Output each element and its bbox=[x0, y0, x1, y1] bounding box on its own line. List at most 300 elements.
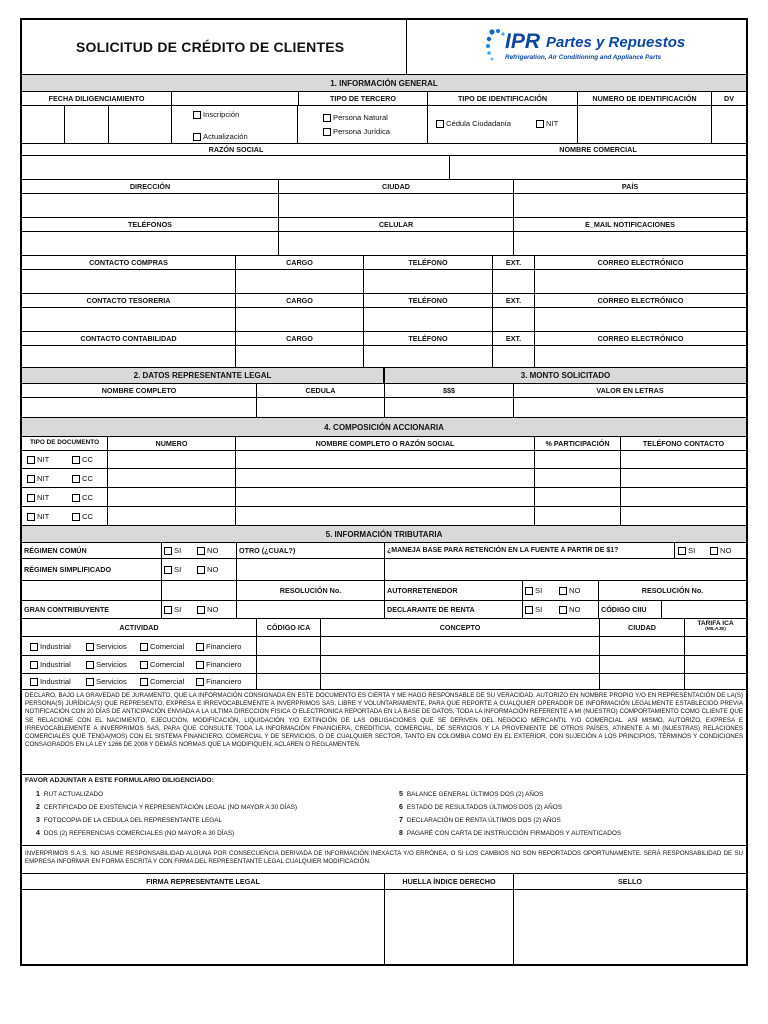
logo-brand: IPR bbox=[505, 30, 541, 53]
cedula-label: Cédula Ciudadanía bbox=[446, 119, 512, 128]
actividad-options bbox=[22, 637, 257, 655]
codigo-ica-field[interactable] bbox=[257, 637, 321, 655]
checkbox-icon bbox=[678, 547, 686, 555]
si-checkbox[interactable] bbox=[164, 605, 181, 614]
nit-checkbox[interactable] bbox=[27, 474, 49, 483]
signatures-header-row bbox=[22, 874, 746, 890]
nit-label: NIT bbox=[37, 455, 50, 464]
dv-field[interactable] bbox=[712, 106, 746, 143]
checkbox-icon bbox=[197, 547, 205, 555]
representante-values-row bbox=[22, 398, 746, 418]
contacto-compras-header-row bbox=[22, 256, 746, 270]
nit-checkbox[interactable] bbox=[27, 493, 49, 502]
attachment-item: 4 DOS (2) REFERENCIAS COMERCIALES (NO MAYOR A 30 DÍAS) bbox=[36, 830, 235, 837]
si-label: SI bbox=[174, 565, 182, 574]
codigo-ica-label: CÓDIGO ICA bbox=[257, 619, 321, 636]
contacto-compras-field[interactable] bbox=[22, 270, 236, 293]
declarante-options bbox=[523, 601, 599, 618]
credit-application-form bbox=[20, 18, 748, 966]
signatures-values-row bbox=[22, 890, 746, 964]
declarante-renta-label: DECLARANTE DE RENTA bbox=[385, 601, 523, 618]
firma-label: FIRMA REPRESENTANTE LEGAL bbox=[22, 874, 385, 889]
codigo-ciiu-field[interactable] bbox=[662, 601, 746, 618]
participacion-field[interactable] bbox=[535, 451, 621, 468]
huella-label: HUELLA ÍNDICE DERECHO bbox=[385, 874, 514, 889]
no-label: NO bbox=[720, 546, 732, 555]
no-checkbox[interactable] bbox=[559, 605, 580, 614]
checkbox-icon bbox=[72, 513, 80, 521]
fecha-day-cell[interactable] bbox=[22, 106, 65, 143]
ciudad-label: CIUDAD bbox=[279, 180, 514, 193]
attachment-item: 5 BALANCE GENERAL ÚLTIMOS DOS (2) AÑOS bbox=[399, 791, 544, 798]
cc-checkbox[interactable] bbox=[72, 455, 93, 464]
cargo-label: CARGO bbox=[236, 294, 364, 307]
tipo-identificacion-label: TIPO DE IDENTIFICACIÓN bbox=[428, 92, 578, 105]
checkbox-icon bbox=[72, 456, 80, 464]
telefonos-field[interactable] bbox=[22, 232, 279, 255]
checkbox-icon bbox=[559, 606, 567, 614]
tarifa-ica-field[interactable] bbox=[685, 656, 746, 673]
contacto-tesoreria-field[interactable] bbox=[22, 308, 236, 331]
attachment-item: 6 ESTADO DE RESULTADOS ÚLTIMOS DOS (2) AÑOS bbox=[399, 804, 562, 811]
resolucion-field[interactable] bbox=[237, 601, 385, 618]
si-checkbox[interactable] bbox=[678, 546, 695, 555]
tarifa-ica-header bbox=[685, 619, 746, 636]
cc-checkbox[interactable] bbox=[72, 493, 93, 502]
telefono-contacto-label: TELÉFONO CONTACTO bbox=[642, 438, 725, 448]
correo-label: CORREO ELECTRÓNICO bbox=[597, 333, 684, 343]
contacto-tesoreria-label: CONTACTO TESORERIA bbox=[22, 294, 236, 307]
cargo-field[interactable] bbox=[236, 308, 364, 331]
razon-social-label: RAZÓN SOCIAL bbox=[208, 144, 264, 154]
checkbox-icon bbox=[525, 606, 533, 614]
checkbox-icon bbox=[193, 133, 201, 141]
nombre-field[interactable] bbox=[236, 451, 535, 468]
cc-checkbox[interactable] bbox=[72, 512, 93, 521]
cedula-label: CEDULA bbox=[257, 384, 385, 397]
financiero-label: Financiero bbox=[206, 660, 242, 669]
participacion-field[interactable] bbox=[535, 488, 621, 506]
razon-social-values-row bbox=[22, 156, 746, 180]
no-checkbox[interactable] bbox=[197, 546, 218, 555]
firma-field[interactable] bbox=[22, 890, 385, 964]
industrial-label: Industrial bbox=[40, 677, 71, 686]
regimen-simplificado-options bbox=[162, 559, 237, 581]
checkbox-icon bbox=[86, 643, 94, 651]
telefonos-values-row bbox=[22, 232, 746, 256]
general-info-header-row bbox=[22, 92, 746, 106]
razon-social-field[interactable] bbox=[22, 156, 450, 179]
si-label: SI bbox=[688, 546, 696, 555]
checkbox-icon bbox=[164, 606, 172, 614]
financiero-checkbox[interactable] bbox=[196, 660, 241, 669]
telefono-contacto-field[interactable] bbox=[621, 469, 746, 487]
persona-natural-checkbox[interactable] bbox=[323, 113, 388, 122]
resolucion-label: RESOLUCIÓN No. bbox=[237, 581, 385, 600]
ciudad-ica-label: CIUDAD bbox=[600, 619, 685, 636]
form-header bbox=[22, 20, 746, 75]
accionista-row bbox=[22, 488, 746, 507]
servicios-label: Servicios bbox=[96, 677, 127, 686]
correo-field[interactable] bbox=[535, 346, 746, 367]
comercial-label: Comercial bbox=[150, 642, 185, 651]
gran-contribuyente-label: GRAN CONTRIBUYENTE bbox=[22, 601, 162, 618]
no-checkbox[interactable] bbox=[710, 546, 731, 555]
razon-social-header-row bbox=[22, 144, 746, 156]
numero-label: NUMERO bbox=[108, 437, 236, 450]
tipo-documento-cell bbox=[22, 451, 108, 468]
actividad-row bbox=[22, 674, 746, 690]
persona-juridica-checkbox[interactable] bbox=[323, 127, 390, 136]
nit-label: NIT bbox=[37, 474, 50, 483]
codigo-ica-field[interactable] bbox=[257, 656, 321, 673]
industrial-checkbox[interactable] bbox=[30, 642, 71, 651]
checkbox-icon bbox=[27, 494, 35, 502]
codigo-ciiu-label: CÓDIGO CIIU bbox=[599, 601, 662, 618]
checkbox-icon bbox=[559, 587, 567, 595]
nit-label: NIT bbox=[37, 493, 50, 502]
concepto-field[interactable] bbox=[321, 674, 600, 689]
nombre-field[interactable] bbox=[236, 507, 535, 525]
email-label: E_MAIL NOTIFICACIONES bbox=[585, 219, 675, 229]
servicios-label: Servicios bbox=[96, 660, 127, 669]
ext-field[interactable] bbox=[493, 346, 535, 367]
si-checkbox[interactable] bbox=[164, 565, 181, 574]
checkbox-icon bbox=[164, 547, 172, 555]
accionista-row bbox=[22, 469, 746, 488]
industrial-checkbox[interactable] bbox=[30, 677, 71, 686]
cargo-field[interactable] bbox=[236, 270, 364, 293]
gran-contribuyente-row bbox=[22, 601, 746, 619]
checkbox-icon bbox=[197, 606, 205, 614]
autorretenedor-label: AUTORRETENEDOR bbox=[385, 581, 523, 600]
tipo-documento-label: TIPO DE DOCUMENTO bbox=[22, 437, 108, 450]
telefono-field[interactable] bbox=[364, 346, 493, 367]
numero-field[interactable] bbox=[108, 507, 236, 525]
nombre-comercial-field[interactable] bbox=[450, 156, 746, 179]
correo-label: CORREO ELECTRÓNICO bbox=[597, 295, 684, 305]
participacion-label: % PARTICIPACIÓN bbox=[535, 437, 621, 450]
correo-label: CORREO ELECTRÓNICO bbox=[597, 257, 684, 267]
accionista-row bbox=[22, 451, 746, 469]
dv-label: DV bbox=[724, 93, 734, 103]
telefono-field[interactable] bbox=[364, 270, 493, 293]
accionista-row bbox=[22, 507, 746, 526]
nombre-field[interactable] bbox=[236, 469, 535, 487]
si-checkbox[interactable] bbox=[525, 586, 542, 595]
milaje-label: (MILAJE) bbox=[705, 627, 726, 632]
checkbox-icon bbox=[30, 661, 38, 669]
monto-label: $$$ bbox=[385, 384, 514, 397]
actividad-label: ACTIVIDAD bbox=[22, 619, 257, 636]
registration-type-header bbox=[172, 92, 298, 105]
checkbox-icon bbox=[436, 120, 444, 128]
contacto-tesoreria-header-row bbox=[22, 294, 746, 308]
comercial-checkbox[interactable] bbox=[140, 677, 184, 686]
otro-cual-label: OTRO (¿CUAL?) bbox=[237, 543, 385, 558]
numero-identificacion-field[interactable] bbox=[578, 106, 712, 143]
inscripcion-checkbox[interactable] bbox=[193, 110, 239, 119]
checkbox-icon bbox=[86, 678, 94, 686]
ciudad-field[interactable] bbox=[279, 194, 514, 217]
cargo-field[interactable] bbox=[236, 346, 364, 367]
ciudad-ica-field[interactable] bbox=[600, 637, 685, 655]
telefono-contacto-field[interactable] bbox=[621, 488, 746, 506]
tipo-documento-cell bbox=[22, 469, 108, 487]
disclaimer-text: INVERPRIMOS S.A.S. NO ASUME RESPONSABILIDAD ALGUNA POR CONSECUENCIA DERIVADA DE INFORMACIÓN INEXACTA Y/O ERRÓNEA, O SI LOS CAMBIOS NO SON REPORTADOS OPORTUNAMENTE. SERÁ RESPONSABILIDAD DE SU EMPRESA INFORMAR EN FORMA ESCRITA Y CON FIRMA DEL REPRESENTANTE LEGAL CUALQUIER MODIFICACIÓN. bbox=[22, 846, 746, 874]
cedula-field[interactable] bbox=[257, 398, 385, 417]
checkbox-icon bbox=[140, 643, 148, 651]
gran-contribuyente-spacer bbox=[22, 581, 162, 600]
persona-natural-label: Persona Natural bbox=[333, 113, 388, 122]
attachments-block bbox=[22, 775, 746, 846]
cc-label: CC bbox=[82, 455, 93, 464]
nombre-completo-label: NOMBRE COMPLETO bbox=[22, 384, 257, 397]
numero-field[interactable] bbox=[108, 469, 236, 487]
checkbox-icon bbox=[193, 111, 201, 119]
gran-contribuyente-options bbox=[162, 601, 237, 618]
no-checkbox[interactable] bbox=[559, 586, 580, 595]
numero-identificacion-label: NUMERO DE IDENTIFICACIÓN bbox=[578, 92, 712, 105]
persona-juridica-label: Persona Jurídica bbox=[333, 127, 390, 136]
tarifa-ica-field[interactable] bbox=[685, 637, 746, 655]
checkbox-icon bbox=[164, 566, 172, 574]
no-label: NO bbox=[569, 586, 581, 595]
checkbox-icon bbox=[196, 661, 204, 669]
no-label: NO bbox=[207, 565, 219, 574]
regimen-simplificado-label: RÉGIMEN SIMPLIFICADO bbox=[22, 559, 162, 581]
ext-label: EXT. bbox=[493, 332, 535, 345]
actividad-header-row bbox=[22, 619, 746, 637]
checkbox-icon bbox=[72, 475, 80, 483]
logo-tagline: Refrigeration, Air Conditioning and Appliance Parts bbox=[505, 54, 662, 61]
section-2-header: 2. DATOS REPRESENTANTE LEGAL bbox=[22, 368, 385, 383]
comercial-label: Comercial bbox=[150, 677, 185, 686]
cedula-checkbox[interactable] bbox=[436, 119, 511, 128]
contacto-compras-values-row bbox=[22, 270, 746, 294]
monto-field[interactable] bbox=[385, 398, 514, 417]
telefono-contacto-field[interactable] bbox=[621, 507, 746, 525]
telefono-field[interactable] bbox=[364, 308, 493, 331]
cc-label: CC bbox=[82, 512, 93, 521]
sello-label: SELLO bbox=[618, 876, 642, 886]
tarifa-ica-field[interactable] bbox=[685, 674, 746, 689]
industrial-label: Industrial bbox=[40, 660, 71, 669]
servicios-label: Servicios bbox=[96, 642, 127, 651]
financiero-checkbox[interactable] bbox=[196, 677, 241, 686]
correo-field[interactable] bbox=[535, 308, 746, 331]
si-checkbox[interactable] bbox=[525, 605, 542, 614]
checkbox-icon bbox=[710, 547, 718, 555]
si-label: SI bbox=[174, 546, 182, 555]
pais-label: PAÍS bbox=[621, 181, 639, 191]
si-checkbox[interactable] bbox=[164, 546, 181, 555]
blank-tax-cell bbox=[385, 559, 746, 581]
ciudad-ica-field[interactable] bbox=[600, 674, 685, 689]
fecha-year-cell[interactable] bbox=[109, 106, 172, 143]
ext-field[interactable] bbox=[493, 270, 535, 293]
valor-letras-label: VALOR EN LETRAS bbox=[596, 385, 664, 395]
tarifa-ica-label: TARIFA ICA bbox=[697, 620, 734, 627]
section-1-header: 1. INFORMACIÓN GENERAL bbox=[22, 75, 746, 92]
concepto-field[interactable] bbox=[321, 637, 600, 655]
autorretenedor-options bbox=[523, 581, 599, 600]
huella-field[interactable] bbox=[385, 890, 514, 964]
actualizacion-checkbox[interactable] bbox=[193, 132, 248, 141]
nombre-completo-field[interactable] bbox=[22, 398, 257, 417]
numero-field[interactable] bbox=[108, 488, 236, 506]
resolucion-right-label: RESOLUCIÓN No. bbox=[641, 585, 704, 595]
email-field[interactable] bbox=[514, 232, 746, 255]
fecha-month-cell[interactable] bbox=[65, 106, 109, 143]
direccion-label: DIRECCIÓN bbox=[22, 180, 279, 193]
section-4-header: 4. COMPOSICIÓN ACCIONARIA bbox=[22, 418, 746, 437]
attachment-item: 8 PAGARÉ CON CARTA DE INSTRUCCIÓN FIRMADOS Y AUTENTICADOS bbox=[399, 830, 622, 837]
general-info-values-row bbox=[22, 106, 746, 144]
autorretenedor-row-top bbox=[22, 581, 746, 601]
checkbox-icon bbox=[140, 678, 148, 686]
celular-label: CELULAR bbox=[279, 218, 514, 231]
checkbox-icon bbox=[196, 643, 204, 651]
checkbox-icon bbox=[27, 456, 35, 464]
actividad-options bbox=[22, 674, 257, 689]
cc-label: CC bbox=[82, 493, 93, 502]
checkbox-icon bbox=[27, 513, 35, 521]
attachment-item: 3 FOTOCOPIA DE LA CEDULA DEL REPRESENTANTE LEGAL bbox=[36, 817, 223, 824]
concepto-field[interactable] bbox=[321, 656, 600, 673]
form-title: SOLICITUD DE CRÉDITO DE CLIENTES bbox=[22, 20, 407, 74]
checkbox-icon bbox=[30, 643, 38, 651]
actividad-options bbox=[22, 656, 257, 673]
telefono-contacto-field[interactable] bbox=[621, 451, 746, 468]
servicios-checkbox[interactable] bbox=[86, 660, 127, 669]
direccion-values-row bbox=[22, 194, 746, 218]
participacion-field[interactable] bbox=[535, 469, 621, 487]
nit-checkbox[interactable] bbox=[27, 455, 49, 464]
checkbox-icon bbox=[536, 120, 544, 128]
registration-type-cell bbox=[172, 106, 298, 143]
nit-checkbox[interactable] bbox=[27, 512, 49, 521]
codigo-ica-field[interactable] bbox=[257, 674, 321, 689]
financiero-checkbox[interactable] bbox=[196, 642, 241, 651]
nombre-razon-social-label: NOMBRE COMPLETO O RAZÓN SOCIAL bbox=[236, 437, 535, 450]
nombre-comercial-label: NOMBRE COMERCIAL bbox=[559, 144, 637, 154]
telefono-label: TELÉFONO bbox=[364, 332, 493, 345]
cc-checkbox[interactable] bbox=[72, 474, 93, 483]
comercial-checkbox[interactable] bbox=[140, 660, 184, 669]
actualizacion-label: Actualización bbox=[203, 132, 248, 141]
valor-letras-field[interactable] bbox=[514, 398, 746, 417]
no-label: NO bbox=[207, 546, 219, 555]
attachment-item: 2 CERTIFICADO DE EXISTENCIA Y REPRESENTACIÓN LEGAL (NO MAYOR A 30 DÍAS) bbox=[36, 804, 297, 811]
comercial-label: Comercial bbox=[150, 660, 185, 669]
contacto-compras-label: CONTACTO COMPRAS bbox=[22, 256, 236, 269]
checkbox-icon bbox=[197, 566, 205, 574]
si-label: SI bbox=[535, 586, 543, 595]
ext-label: EXT. bbox=[493, 294, 535, 307]
telefono-label: TELÉFONO bbox=[364, 256, 493, 269]
cargo-label: CARGO bbox=[236, 332, 364, 345]
contacto-contabilidad-field[interactable] bbox=[22, 346, 236, 367]
pais-field[interactable] bbox=[514, 194, 746, 217]
cc-label: CC bbox=[82, 474, 93, 483]
logo-name: Partes y Repuestos bbox=[546, 34, 686, 51]
telefono-label: TELÉFONO bbox=[364, 294, 493, 307]
nit-label: NIT bbox=[546, 119, 559, 128]
maneja-base-options bbox=[675, 543, 746, 558]
accionaria-header-row bbox=[22, 437, 746, 451]
participacion-field[interactable] bbox=[535, 507, 621, 525]
fecha-label: FECHA DILIGENCIAMIENTO bbox=[22, 92, 172, 105]
regimen-comun-options bbox=[162, 543, 237, 558]
no-checkbox[interactable] bbox=[197, 565, 218, 574]
representante-header-row bbox=[22, 384, 746, 398]
telefonos-label: TELÉFONOS bbox=[22, 218, 279, 231]
industrial-checkbox[interactable] bbox=[30, 660, 71, 669]
no-label: NO bbox=[569, 605, 581, 614]
servicios-checkbox[interactable] bbox=[86, 677, 127, 686]
checkbox-icon bbox=[323, 114, 331, 122]
checkbox-icon bbox=[196, 678, 204, 686]
nit-checkbox[interactable] bbox=[536, 119, 558, 128]
regimen-comun-row bbox=[22, 543, 746, 559]
ext-field[interactable] bbox=[493, 308, 535, 331]
servicios-checkbox[interactable] bbox=[86, 642, 127, 651]
checkbox-icon bbox=[30, 678, 38, 686]
contacto-contabilidad-label: CONTACTO CONTABILIDAD bbox=[22, 332, 236, 345]
checkbox-icon bbox=[525, 587, 533, 595]
correo-field[interactable] bbox=[535, 270, 746, 293]
tipo-identificacion-cell bbox=[428, 106, 578, 143]
numero-field[interactable] bbox=[108, 451, 236, 468]
otro-cual-field[interactable] bbox=[237, 559, 385, 581]
contacto-tesoreria-values-row bbox=[22, 308, 746, 332]
checkbox-icon bbox=[27, 475, 35, 483]
checkbox-icon bbox=[323, 128, 331, 136]
sello-field[interactable] bbox=[514, 890, 746, 964]
nombre-field[interactable] bbox=[236, 488, 535, 506]
attachment-item: 1 RUT ACTUALIZADO bbox=[36, 791, 104, 798]
financiero-label: Financiero bbox=[206, 642, 242, 651]
tipo-tercero-cell bbox=[298, 106, 428, 143]
ciudad-ica-field[interactable] bbox=[600, 656, 685, 673]
tipo-documento-cell bbox=[22, 488, 108, 506]
industrial-label: Industrial bbox=[40, 642, 71, 651]
logo-area bbox=[407, 20, 746, 74]
section-3-header: 3. MONTO SOLICITADO bbox=[385, 368, 746, 383]
telefonos-header-row bbox=[22, 218, 746, 232]
regimen-simplificado-row bbox=[22, 559, 746, 581]
no-checkbox[interactable] bbox=[197, 605, 218, 614]
direccion-field[interactable] bbox=[22, 194, 279, 217]
attachments-title: FAVOR ADJUNTAR A ESTE FORMULARIO DILIGENCIADO: bbox=[25, 777, 214, 784]
checkbox-icon bbox=[72, 494, 80, 502]
inscripcion-label: Inscripción bbox=[203, 110, 240, 119]
maneja-base-label: ¿MANEJA BASE PARA RETENCIÓN EN LA FUENTE A PARTIR DE $1? bbox=[385, 543, 675, 558]
si-label: SI bbox=[535, 605, 543, 614]
contacto-contabilidad-values-row bbox=[22, 346, 746, 368]
comercial-checkbox[interactable] bbox=[140, 642, 184, 651]
checkbox-icon bbox=[86, 661, 94, 669]
si-label: SI bbox=[174, 605, 182, 614]
concepto-label: CONCEPTO bbox=[321, 619, 600, 636]
section-2-3-header-row bbox=[22, 368, 746, 384]
section-5-header: 5. INFORMACIÓN TRIBUTARIA bbox=[22, 526, 746, 543]
regimen-comun-label: RÉGIMEN COMÚN bbox=[22, 543, 162, 558]
checkbox-icon bbox=[140, 661, 148, 669]
declaration-text: DECLARO, BAJO LA GRAVEDAD DE JURAMENTO, QUE LA INFORMACIÓN CONSIGNADA EN ESTE DOCUMENTO ES CIERTA Y ME HAGO RESPONSABLE DE SU VERACIDAD. AUTORIZO EN NOMBRE PROPIO Y/O EN REPRESENTACIÓN DE LA(S) PERSONA(S) JURÍDICA(S) QUE REPRESENTO, EXPRESA E IRREVOCABLEMENTE A INVERPRIMOS SAS, LIBRE Y VOLUNTARIAMENTE, PARA QUE REPORTE A CUALQUIER OPERADOR DE INFORMACIÓN LEGALMENTE ESTABLECIDO PREVIA NOTIFICACIÓN CON 20 DÍAS DE ANTICIPACIÓN ENVIADA A LA ULTIMA DIRECCION FISICA O ELECTRONICA REPORTADA EN LA BASE DE DATOS, TODA LA INFORMACIÓN REFERENTE A MI (NUESTRO) COMPORTAMIENTO COMO CLIENTE QUE SE RELACIONE CON EL NACIMIENTO, EJECUCIÓN, MODIFICACIÓN, LIQUIDACIÓN Y/O EXTINCIÓN DE LAS OBLIGACIONES QUE SE DERIVEN DEL NEGOCIO MERCANTIL Y/O COMERCIAL. ASÍ MISMO, AUTORIZO, EXPRESA E IRREVOCABLEMENTE A INVERPRIMOS SAS, PARA QUE CONSULTE TODA LA INFORMACIÓN FINANCIERA, CREDITICIA, COMERCIAL, DE SERVICIOS Y LA PROVENIENTE DE OTROS PAÍSES, ATINENTE A MI (NUESTRAS) RELACIONES COMERCIALES QUE TENGA(MOS) CON EL SISTEMA FINANCIERO, COMERCIAL Y DE SERVICIOS, O DE CUALQUIER SECTOR, TANTO EN COLOMBIA COMO EN EL EXTERIOR, CON SUJECIÓN A LOS PRINCIPIOS, TÉRMINOS Y CONDICIONES CONSAGRADOS EN LA LEY 1266 DE 2008 Y DEMÁS NORMAS QUE LA MODIFIQUEN, ACLAREN O REGLAMENTEN. bbox=[22, 690, 746, 775]
celular-field[interactable] bbox=[279, 232, 514, 255]
